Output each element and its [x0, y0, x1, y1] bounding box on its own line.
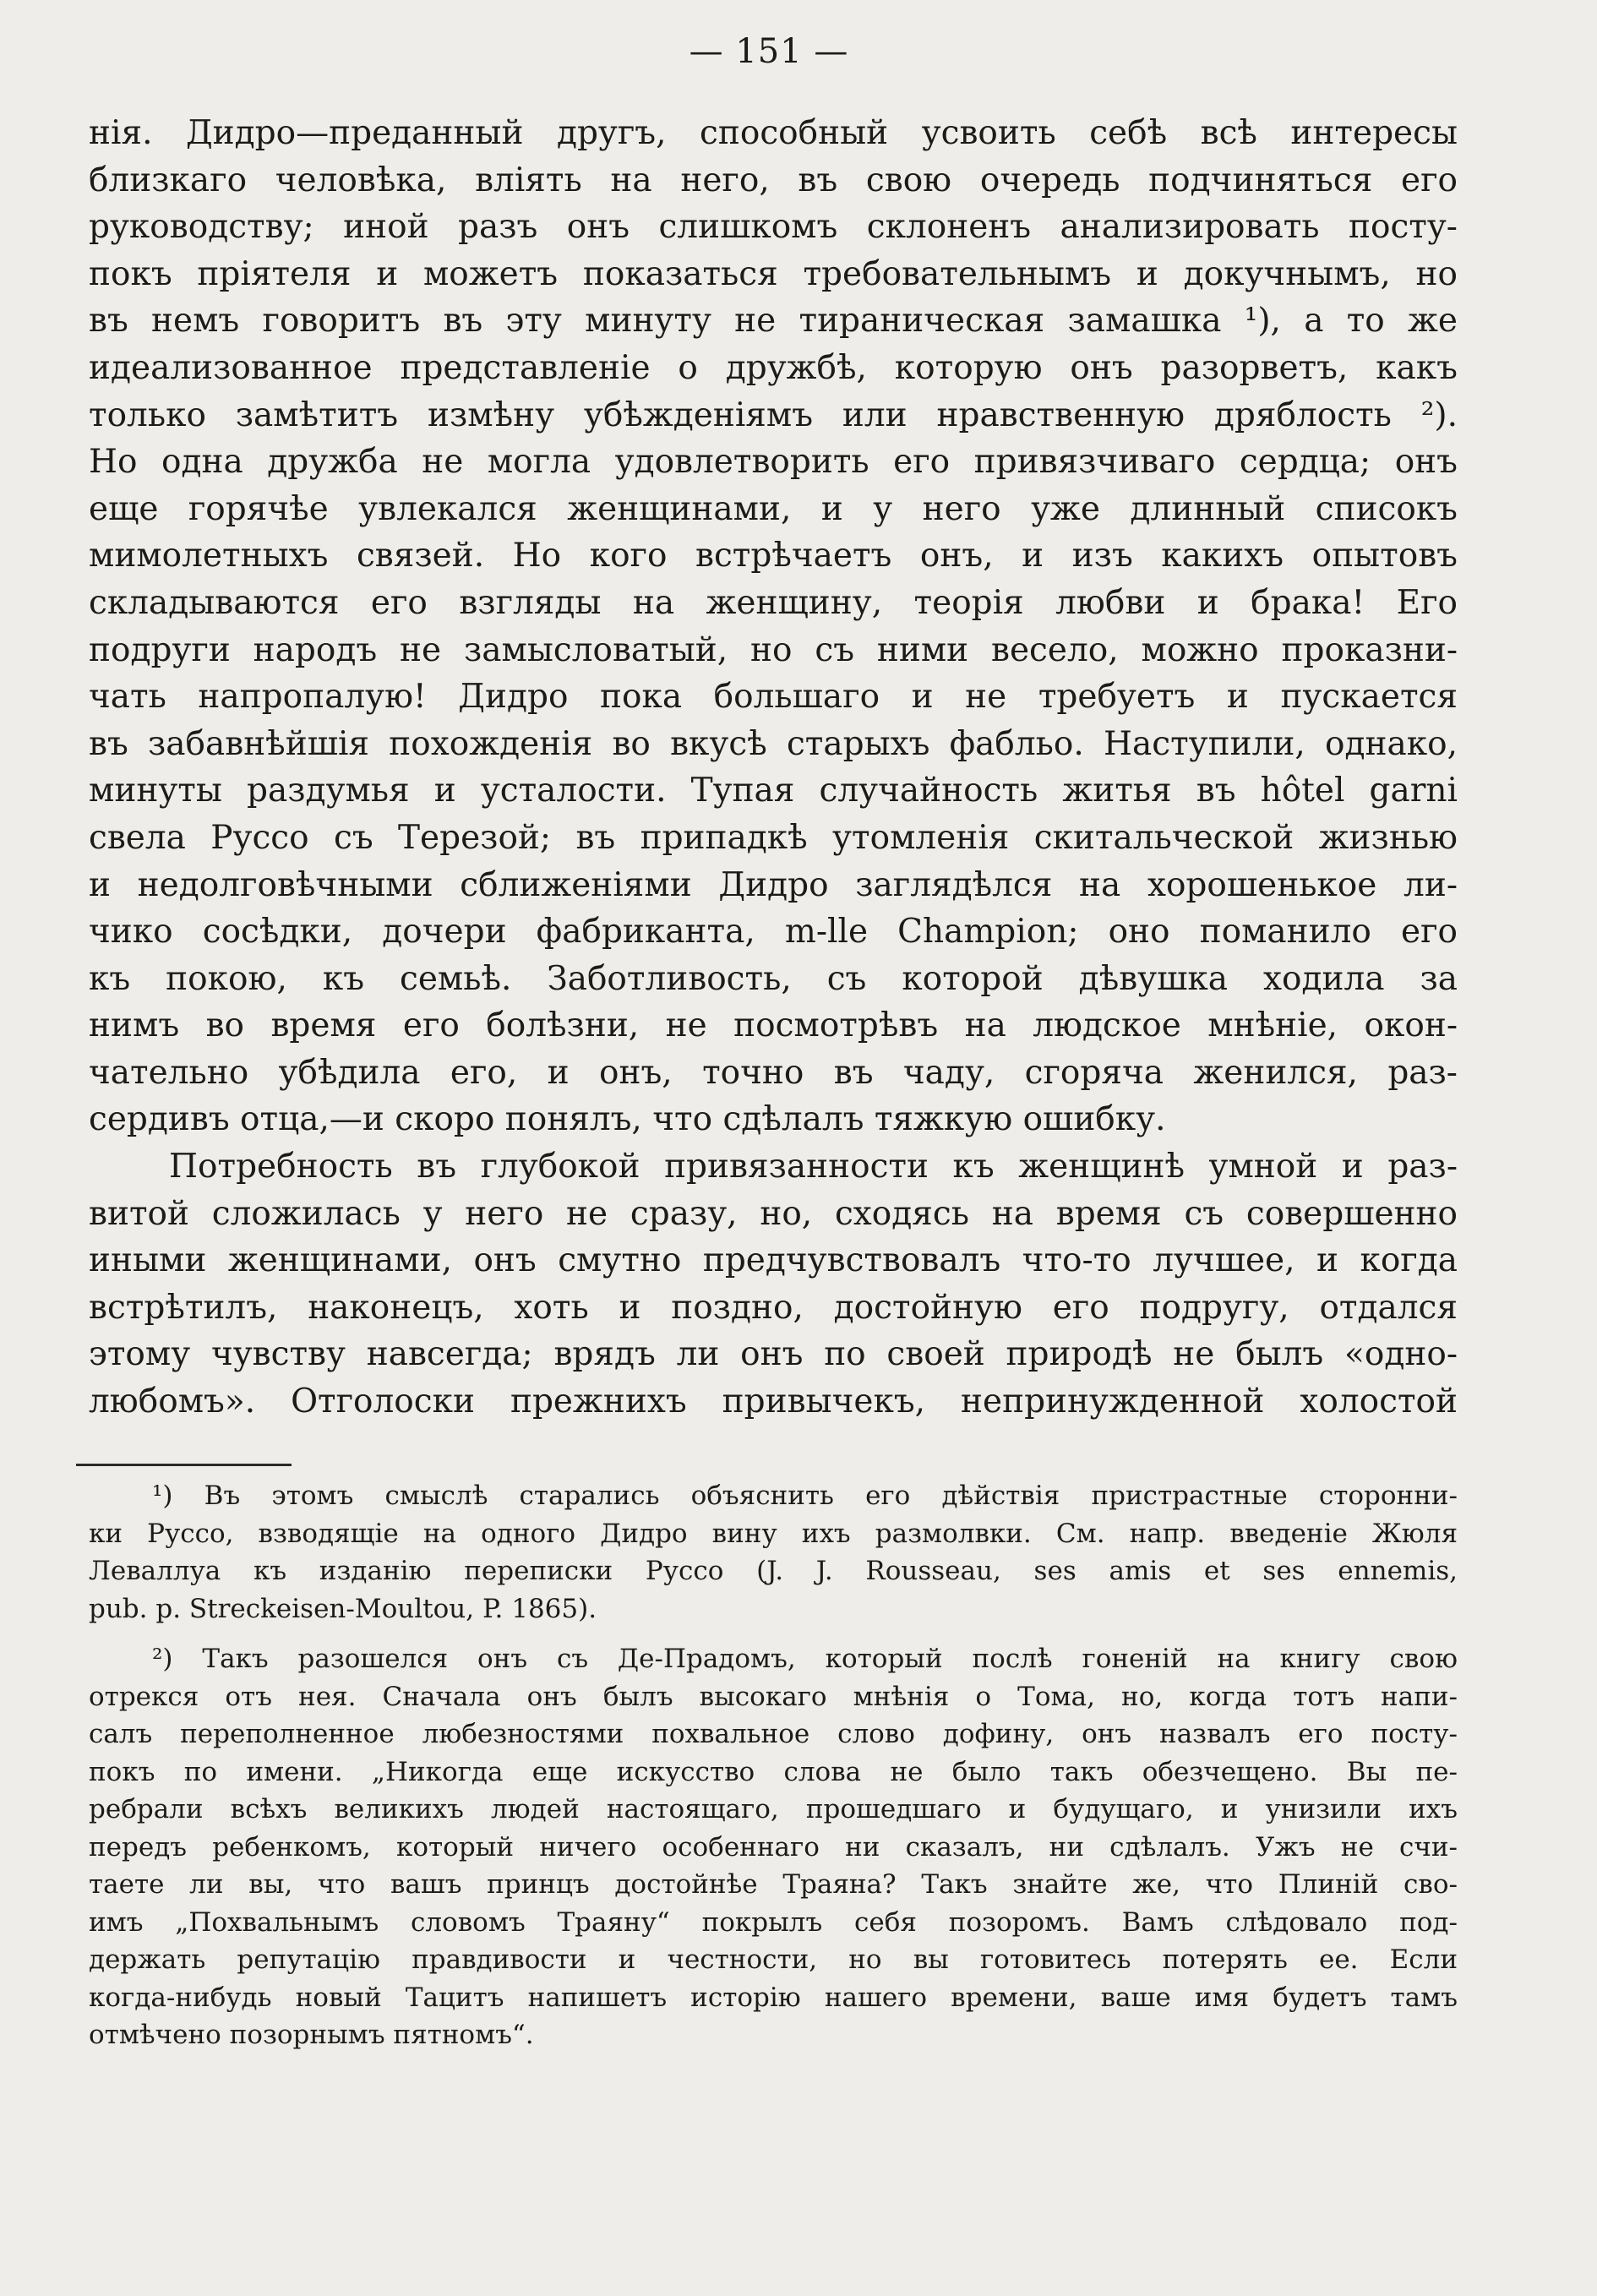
- footnotes: [89, 1477, 1458, 2067]
- footnote-line: ¹) Въ этомъ смыслѣ старались объяснить его дѣйствiя пристрастные сторонни-: [152, 1481, 1458, 1511]
- footnote-line: покъ по имени. „Никогда еще искусство слова не было такъ обезчещено. Вы пе-: [89, 1756, 1458, 1787]
- footnote-line: держать репутацiю правдивости и честности, но вы готовитесь потерять ее. Если: [89, 1944, 1458, 1975]
- text-line: идеализованное представленiе о дружбѣ, которую онъ разорветъ, какъ: [89, 348, 1458, 387]
- footnote-line: ки Руссо, взводящiе на одного Дидро вину ихъ размолвки. См. напр. введенiе Жюля: [89, 1518, 1458, 1549]
- footnote-line: имъ „Похвальнымъ словомъ Траяну“ покрылъ себя позоромъ. Вамъ слѣдовало под-: [89, 1906, 1458, 1938]
- text-line: любомъ». Отголоски прежнихъ привычекъ, непринужденной холостой: [89, 1383, 1458, 1421]
- text-line: складываются его взгляды на женщину, теорiя любви и брака! Его: [89, 583, 1458, 622]
- text-line: чико сосѣдки, дочери фабриканта, m-lle Champion; оно поманило его: [89, 913, 1458, 952]
- text-line: свела Руссо съ Терезой; въ припадкѣ утомленiя скитальческой жизнью: [89, 818, 1458, 857]
- text-line: къ покою, къ семьѣ. Заботливость, съ которой дѣвушка ходила за: [89, 959, 1458, 998]
- text-line: чать напропалую! Дидро пока большаго и не требуетъ и пускается: [89, 678, 1458, 717]
- footnote-line: Леваллуа къ изданiю переписки Руссо (J. J. Rousseau, ses amis et ses ennemis,: [89, 1556, 1458, 1586]
- main-text: [89, 110, 1458, 1426]
- footnote-line: отрекся отъ нея. Сначала онъ былъ высокаго мнѣнiя о Тома, но, когда тотъ напи-: [89, 1681, 1458, 1712]
- text-line: сердивъ отца,—и скоро понялъ, что сдѣлалъ тяжкую ошибку.: [89, 1100, 1166, 1139]
- text-line: Потребность въ глубокой привязанности къ женщинѣ умной и раз-: [169, 1148, 1458, 1186]
- text-line: минуты раздумья и усталости. Тупая случайность житья въ hôtel garni: [89, 772, 1458, 810]
- text-line: чательно убѣдила его, и онъ, точно въ чаду, сгоряча женился, раз-: [89, 1053, 1458, 1092]
- footnote-line: когда-нибудь новый Тацитъ напишетъ исторiю нашего времени, ваше имя будетъ тамъ: [89, 1982, 1458, 2013]
- footnote-2: [89, 1640, 1458, 2054]
- footnote-line: ребрали всѣхъ великихъ людей настоящаго, прошедшаго и будущаго, и унизили ихъ: [89, 1794, 1458, 1824]
- text-line: въ забавнѣйшiя похожденiя во вкусѣ старыхъ фабльо. Наступили, однако,: [89, 724, 1458, 763]
- text-line: нія. Дидро—преданный другъ, способный усвоить себѣ всѣ интересы: [89, 114, 1458, 152]
- footnote-divider: [76, 1464, 292, 1466]
- footnote-1: [89, 1477, 1458, 1628]
- text-line: подруги народъ не замысловатый, но съ ними весело, можно проказни-: [89, 630, 1458, 669]
- text-line: близкаго человѣка, влiять на него, въ свою очередь подчиняться его: [89, 161, 1458, 199]
- footnote-line: pub. p. Streckeisen-Moultou, P. 1865).: [89, 1593, 597, 1624]
- footnote-line: ²) Такъ разошелся онъ съ Де-Прадомъ, который послѣ гоненiй на книгу свою: [152, 1644, 1458, 1674]
- footnote-line: таете ли вы, что вашъ принцъ достойнѣе Траяна? Такъ знайте же, что Плинiй сво-: [89, 1869, 1458, 1900]
- footnote-line: передъ ребенкомъ, который ничего особеннаго ни сказалъ, ни сдѣлалъ. Ужъ не счи-: [89, 1831, 1458, 1862]
- text-line: Но одна дружба не могла удовлетворить его привязчиваго сердца; онъ: [89, 443, 1458, 482]
- footnote-line: отмѣчено позорнымъ пятномъ“.: [89, 2020, 534, 2050]
- text-line: мимолетныхъ связей. Но кого встрѣчаетъ онъ, и изъ какихъ опытовъ: [89, 537, 1458, 575]
- text-line: витой сложилась у него не сразу, но, сходясь на время съ совершенно: [89, 1194, 1458, 1233]
- text-line: и недолговѣчными сближенiями Дидро заглядѣлся на хорошенькое ли-: [89, 865, 1458, 904]
- text-line: покъ прiятеля и можетъ показаться требовательнымъ и докучнымъ, но: [89, 254, 1458, 293]
- text-line: иными женщинами, онъ смутно предчувствовалъ что-то лучшее, и когда: [89, 1241, 1458, 1280]
- text-line: въ немъ говоритъ въ эту минуту не тираническая замашка ¹), а то же: [89, 302, 1458, 341]
- page-number: — 151 —: [689, 32, 849, 71]
- text-line: этому чувству навсегда; врядъ ли онъ по своей природѣ не былъ «одно-: [89, 1335, 1458, 1374]
- text-line: нимъ во время его болѣзни, не посмотрѣвъ на людское мнѣнiе, окон-: [89, 1006, 1458, 1045]
- text-line: встрѣтилъ, наконецъ, хоть и поздно, достойную его подругу, отдался: [89, 1288, 1458, 1327]
- text-line: только замѣтитъ измѣну убѣжденiямъ или нравственную дряблость ²).: [89, 395, 1458, 434]
- text-line: еще горячѣе увлекался женщинами, и у него уже длинный списокъ: [89, 489, 1458, 528]
- footnote-line: салъ переполненное любезностями похвальное слово дофину, онъ назвалъ его посту-: [89, 1719, 1458, 1749]
- text-line: руководству; иной разъ онъ слишкомъ склоненъ анализировать посту-: [89, 208, 1458, 247]
